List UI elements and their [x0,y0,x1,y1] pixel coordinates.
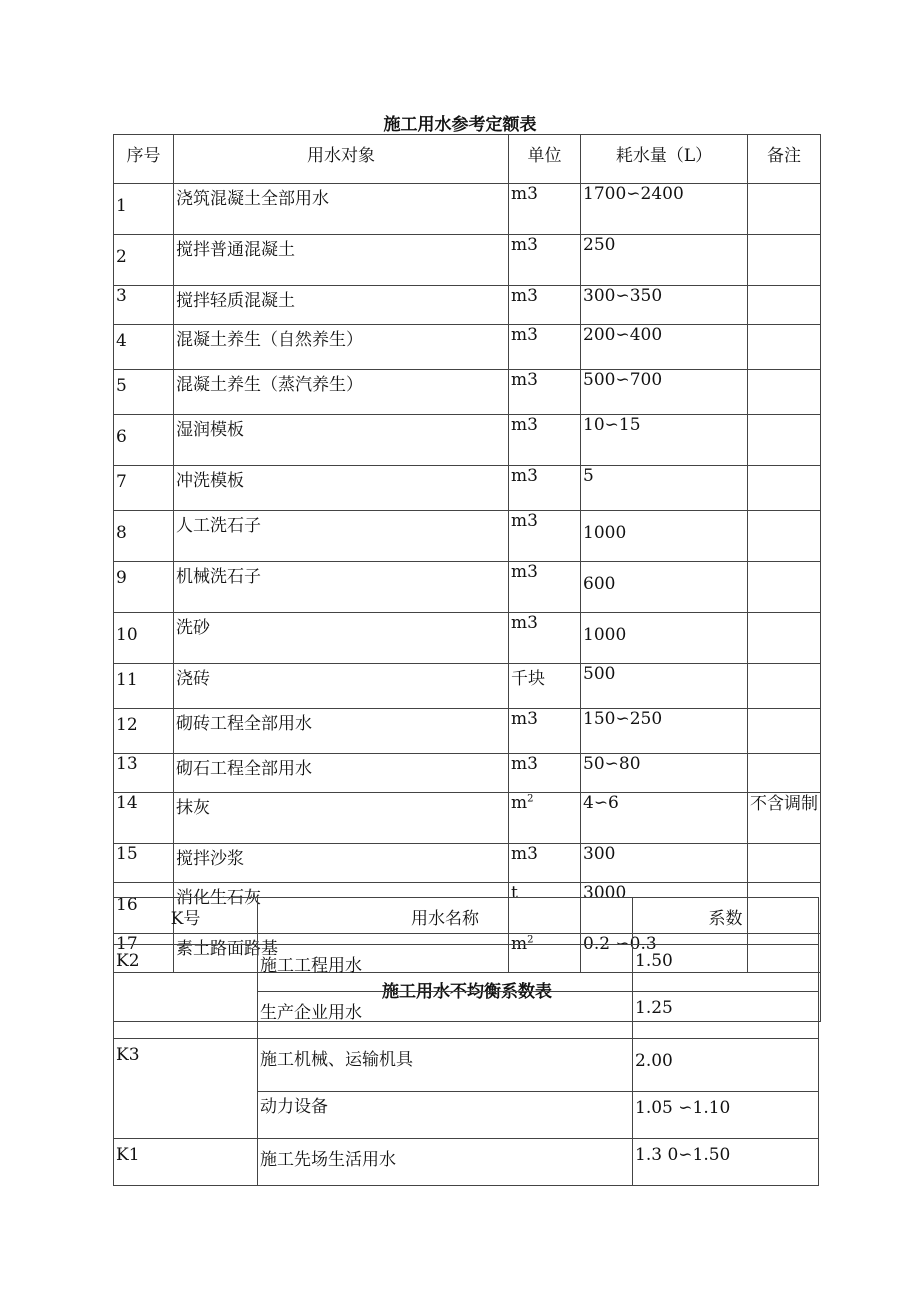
table-header-row [114,898,819,945]
cell-remark [748,511,821,562]
cell-coefficient: 2.00 [633,1039,819,1092]
cell-object: 抹灰 [174,793,509,844]
cell-unit: 千块 [509,664,581,709]
table-row [114,415,821,466]
cell-consumption: 600 [581,562,748,613]
cell-seq: 12 [114,709,174,754]
cell-object: 消化生石灰 [174,883,509,934]
unit-text: m [511,793,528,813]
table-row [114,562,821,613]
table-row [114,184,821,235]
cell-seq: 4 [114,325,174,370]
cell-consumption: 3000 [581,883,748,934]
table-row [114,1139,819,1186]
table1-title: 施工用水参考定额表 [383,115,537,135]
water-quota-table [113,134,821,1022]
cell-unit: m3 [509,184,581,235]
cell-unit: m3 [509,511,581,562]
cell-object: 砌砖工程全部用水 [174,709,509,754]
cell-consumption: 250 [581,235,748,286]
cell-water-name: 生产企业用水 [258,992,633,1039]
table-row [114,1039,819,1092]
header-consumption: 耗水量（L） [581,135,748,184]
cell-consumption: 50∽80 [581,754,748,793]
cell-seq: 17 [114,934,174,973]
cell-k: K2 [114,945,258,1039]
header-k: K号 [114,898,258,945]
cell-object: 机械洗石子 [174,562,509,613]
cell-remark [748,184,821,235]
cell-object: 素土路面路基 [174,934,509,973]
header-remark: 备注 [748,135,821,184]
table-row [114,286,821,325]
cell-remark [748,664,821,709]
cell-consumption: 150∽250 [581,709,748,754]
table-row [114,664,821,709]
superscript: 2 [527,793,534,805]
cell-consumption: 1700∽2400 [581,184,748,235]
cell-seq: 15 [114,844,174,883]
table-row [114,613,821,664]
cell-object: 湿润模板 [174,415,509,466]
cell-consumption: 5 [581,466,748,511]
cell-remark [748,709,821,754]
superscript: 2 [527,934,534,946]
cell-remark [748,235,821,286]
cell-object: 搅拌沙浆 [174,844,509,883]
cell-unit: m3 [509,415,581,466]
cell-seq: 10 [114,613,174,664]
cell-unit: m3 [509,709,581,754]
cell-object: 搅拌普通混凝土 [174,235,509,286]
table-row [114,754,821,793]
cell-unit: m3 [509,466,581,511]
header-object: 用水对象 [174,135,509,184]
table-row [114,844,821,883]
cell-remark [748,415,821,466]
cell-unit: m3 [509,754,581,793]
cell-remark [748,286,821,325]
cell-remark [748,613,821,664]
cell-object: 洗砂 [174,613,509,664]
cell-object: 搅拌轻质混凝土 [174,286,509,325]
cell-consumption: 500 [581,664,748,709]
cell-water-name: 施工机械、运输机具 [258,1039,633,1092]
cell-seq: 1 [114,184,174,235]
table-row [114,945,819,992]
cell-consumption: 1000 [581,613,748,664]
cell-seq: 11 [114,664,174,709]
cell-k: K3 [114,1039,258,1139]
cell-consumption: 1000 [581,511,748,562]
cell-object: 混凝土养生（蒸汽养生） [174,370,509,415]
cell-unit: m3 [509,325,581,370]
header-coefficient: 系数 [633,898,819,945]
cell-coefficient: 1.3 0∽1.50 [633,1139,819,1186]
cell-seq: 9 [114,562,174,613]
table-row [114,511,821,562]
cell-seq: 6 [114,415,174,466]
cell-unit: m3 [509,370,581,415]
cell-seq: 13 [114,754,174,793]
table-row [114,466,821,511]
table2-title: 施工用水不均衡系数表 [114,973,821,1022]
header-water-name: 用水名称 [258,898,633,945]
cell-k: K1 [114,1139,258,1186]
cell-unit: m3 [509,235,581,286]
cell-seq: 3 [114,286,174,325]
cell-object: 浇筑混凝土全部用水 [174,184,509,235]
table-row [114,235,821,286]
cell-seq: 7 [114,466,174,511]
cell-remark [748,466,821,511]
cell-consumption: 300∽350 [581,286,748,325]
cell-consumption: 300 [581,844,748,883]
imbalance-coefficient-table [113,897,819,1186]
cell-unit: m3 [509,286,581,325]
cell-unit: m3 [509,844,581,883]
cell-consumption: 0.2 ∽0.3 [581,934,748,973]
cell-water-name: 施工工程用水 [258,945,633,992]
cell-water-name: 动力设备 [258,1092,633,1139]
cell-remark [748,754,821,793]
cell-unit [509,793,581,844]
cell-unit: m3 [509,562,581,613]
cell-seq: 5 [114,370,174,415]
cell-object: 浇砖 [174,664,509,709]
cell-remark [748,325,821,370]
cell-coefficient: 1.50 [633,945,819,992]
cell-seq: 2 [114,235,174,286]
table-row [114,793,821,844]
cell-coefficient: 1.05 ∽1.10 [633,1092,819,1139]
cell-object: 人工洗石子 [174,511,509,562]
cell-consumption: 500∽700 [581,370,748,415]
cell-consumption: 10∽15 [581,415,748,466]
unit-text: m [511,934,528,954]
cell-remark [748,370,821,415]
cell-consumption: 4∽6 [581,793,748,844]
cell-seq: 14 [114,793,174,844]
cell-consumption: 200∽400 [581,325,748,370]
table-row [114,325,821,370]
cell-coefficient: 1.25 [633,992,819,1039]
table-row [114,709,821,754]
cell-remark [748,562,821,613]
cell-object: 混凝土养生（自然养生） [174,325,509,370]
cell-seq: 16 [114,883,174,934]
header-unit: 单位 [509,135,581,184]
cell-object: 冲洗模板 [174,466,509,511]
cell-remark [748,844,821,883]
table-row [114,370,821,415]
cell-unit: t [509,883,581,934]
cell-seq: 8 [114,511,174,562]
cell-remark: 不含调制 [748,793,821,844]
table-header-row [114,135,821,184]
header-seq: 序号 [114,135,174,184]
cell-unit: m3 [509,613,581,664]
cell-object: 砌石工程全部用水 [174,754,509,793]
cell-water-name: 施工先场生活用水 [258,1139,633,1186]
